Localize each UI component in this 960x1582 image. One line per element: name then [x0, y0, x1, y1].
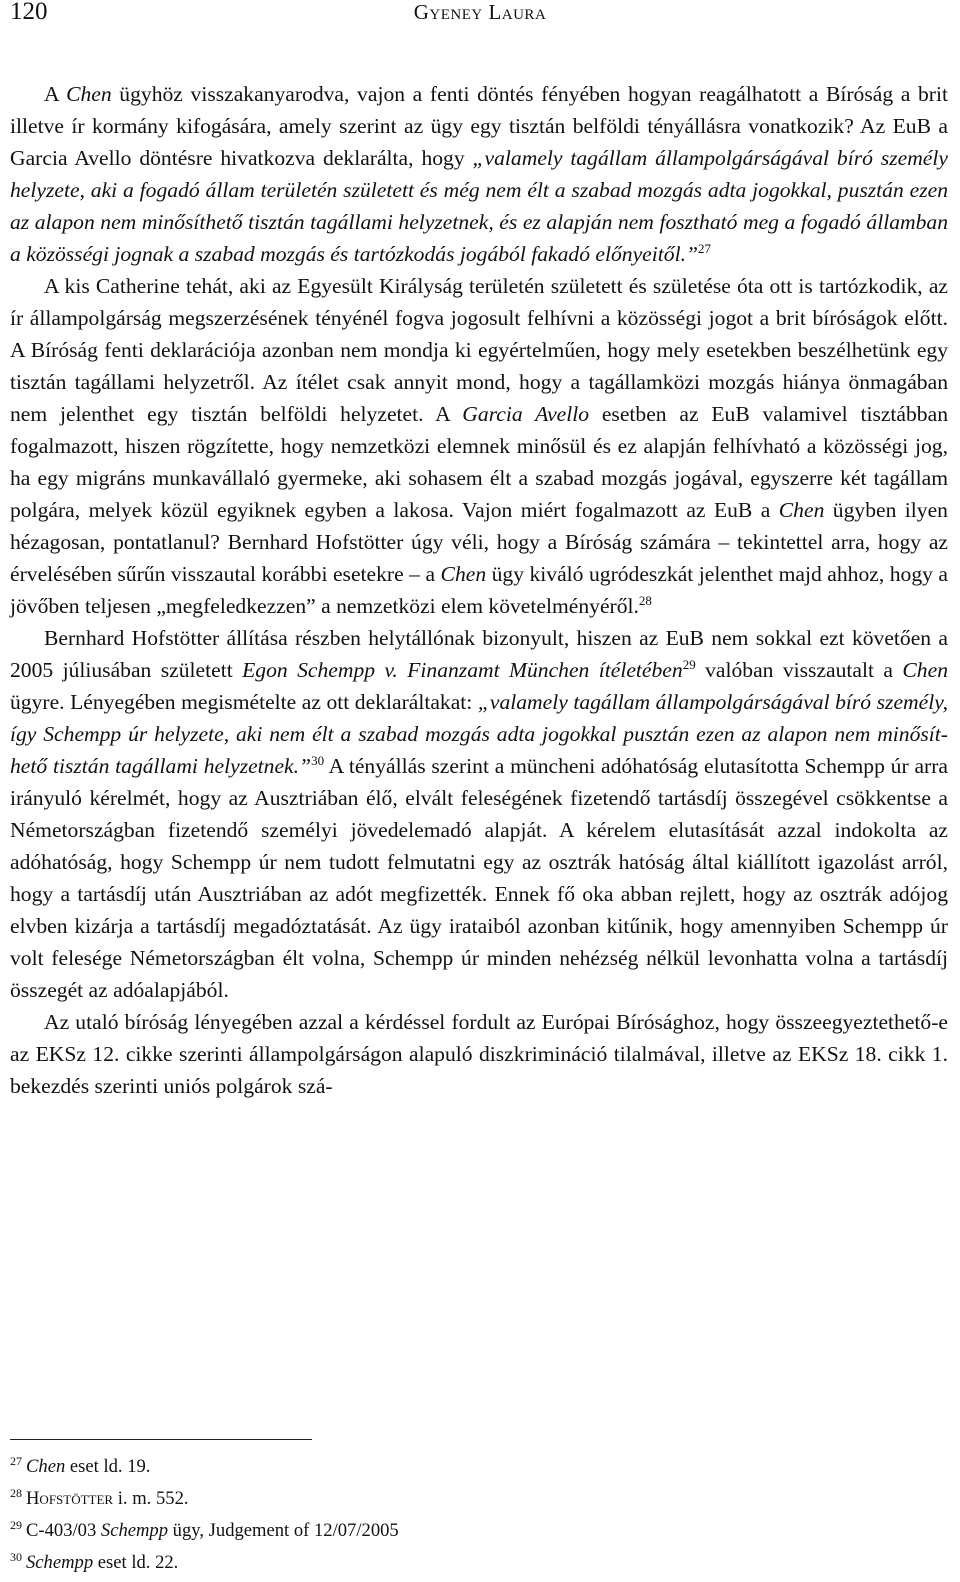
- author-name: Hofstötter: [26, 1488, 114, 1509]
- text-run: ügy, Judgement of 12/07/2005: [168, 1520, 399, 1541]
- italic-text: „valamely tagállam állampolgárságával bíró személy, így Schempp úr helyzete, aki nem élt a szabad mozgás adta jogokkal pusztán ezen az alapon nem minősíthető tisztán tagállami helyzetnek.”: [10, 690, 948, 778]
- text-run: A kis Catherine tehát, aki az Egyesült Királyság területén született és születése óta ott is tartózkodik, az ír állampolgárság megszerzésének tényénél fogva jogosult felhívni a közösségi jogot a brit bíróságok előtt. A Bíróság fenti deklarációja azonban nem mondja ki egyértelműen, hogy mely esetekben beszélhetünk egy tisztán tagállami helyzetről. Az ítélet csak annyit mond, hogy a tagállamközi mozgás hiánya önmagában nem jelenthet egy tisztán belföldi helyzetet. A: [10, 274, 948, 426]
- body-text: [10, 78, 948, 1102]
- text-run: Az utaló bíróság lényegében azzal a kérdéssel fordult az Európai Bírósághoz, hogy összeegyeztethető-e az EKSz 12. cikke szerinti állampolgárságon alapuló diszkrimináció tilalmával, illetve az EKSz 18. cikk 1. bekezdés szerinti uniós polgárok szá-: [10, 1010, 948, 1098]
- text-run: A tényállás szerint a müncheni adóhatóság elutasította Schempp úr arra irányuló kérelmét, hogy az Ausztriában élő, elvált feleségének fizetendő tartásdíj összegével csökkentse a Németországban fizetendő személyi jövedelemadó alapját. A kérelem elutasítását azzal indokolta az adóhatóság, hogy Schempp úr nem tudott felmutatni egy az osztrák hatóság által kiállított igazolást arról, hogy a tartásdíj után Ausztriában az adót megfizették. Ennek fő oka abban rejlett, hogy az osztrák adójog elvben kizárja a tartásdíj megadóztatását. Az ügy irataiból azonban kitűnik, hogy amennyiben Schempp úr volt felesége Németországban élt volna, Schempp úr minden nehézség nélkül levonhatta volna a tartásdíj összegét az adóalapjából.: [10, 754, 948, 1002]
- text-run: ügyre. Lényegében megismételte az ott deklaráltakat:: [10, 690, 478, 714]
- footnote-ref: 29: [682, 657, 696, 672]
- text-run: ügyhöz visszakanyarodva, vajon a fenti döntés fényében hogyan reagálhatott a Bíróság a brit illetve ír kormány kifogására, amely szerint az ügy egy tisztán belföldi tényállásra vonatkozik? Az EuB a Garcia Avello döntésre hivatkozva deklarálta, hogy: [10, 82, 948, 170]
- footnote: [10, 1515, 610, 1547]
- page-number: 120: [10, 0, 48, 25]
- italic-text: Chen: [440, 562, 487, 586]
- footnote-separator: [10, 1439, 312, 1440]
- paragraph: [10, 78, 948, 270]
- footnote-number: 28: [10, 1486, 22, 1500]
- page-header: [10, 0, 950, 26]
- italic-text: Chen: [778, 498, 825, 522]
- paragraph: [10, 1006, 948, 1102]
- running-title: Gyeney Laura: [413, 0, 547, 24]
- text-run: C-403/03: [26, 1520, 101, 1541]
- text-run: Bernhard Hofstötter állítása részben helytállónak bizonyult, hiszen az EuB nem sokkal ezt követően a 2005 júliusában született: [10, 626, 948, 682]
- footnote-number: 30: [10, 1550, 22, 1564]
- text-run: valóban visszautalt a: [695, 658, 903, 682]
- footnote-ref: 30: [311, 753, 325, 768]
- text-run: esetben az EuB valamivel tisztábban fogalmazott, hiszen rögzítette, hogy nemzetközi elemnek minősül és ez alapján felhívható a közösségi jog, ha egy migráns munkavállaló gyermeke, aki sohasem élt a szabad mozgás jogával, egyszerre két tagállam polgára, melyek közül egyiknek egyben a lakosa. Vajon miért fogalmazott az EuB a: [10, 402, 948, 522]
- italic-text: Schempp: [100, 1520, 169, 1541]
- footnotes: [10, 1451, 610, 1579]
- italic-text: Garcia Avello: [462, 402, 590, 426]
- text-run: eset ld. 19.: [65, 1456, 151, 1477]
- footnote-number: 27: [10, 1454, 22, 1468]
- text-run: eset ld. 22.: [93, 1552, 179, 1573]
- italic-text: Chen: [902, 658, 948, 682]
- italic-text: Egon Schempp v. Finanzamt München ítéletében: [242, 658, 683, 682]
- italic-text: „valamely tagállam állampolgárságával bíró személy helyzete, aki a fogadó állam területén született és még nem élt a szabad mozgás adta jogokkal, pusztán ezen az alapon nem minősíthető tisztán tagállami helyzetnek, és ez alapján nem fosztható meg a fogadó államban a közösségi jognak a szabad mozgás és tartózkodás jogából fakadó előnyeitől.”: [10, 146, 948, 266]
- text-run: ügyben ilyen hézagosan, pontatlanul? Bernhard Hofstötter úgy véli, hogy a Bíróság számára – tekintettel arra, hogy az érvelésében sűrűn visszautal korábbi esetekre – a: [10, 498, 948, 586]
- text-run: i. m. 552.: [113, 1488, 189, 1509]
- footnote-ref: 27: [697, 241, 711, 256]
- footnote: [10, 1547, 610, 1579]
- italic-text: Chen: [66, 82, 112, 106]
- footnote-number: 29: [10, 1518, 22, 1532]
- footnote: [10, 1483, 610, 1515]
- paragraph: [10, 270, 948, 622]
- text-run: A: [44, 82, 67, 106]
- italic-text: Schempp: [26, 1552, 94, 1573]
- footnote-ref: 28: [638, 593, 652, 608]
- footnote: [10, 1451, 610, 1483]
- text-run: ügy kiváló ugródeszkát jelenthet majd ahhoz, hogy a jövőben teljesen „megfeledkezzen” a nemzetközi elem követelményéről.: [10, 562, 948, 618]
- paragraph: [10, 622, 948, 1006]
- italic-text: Chen: [26, 1456, 66, 1477]
